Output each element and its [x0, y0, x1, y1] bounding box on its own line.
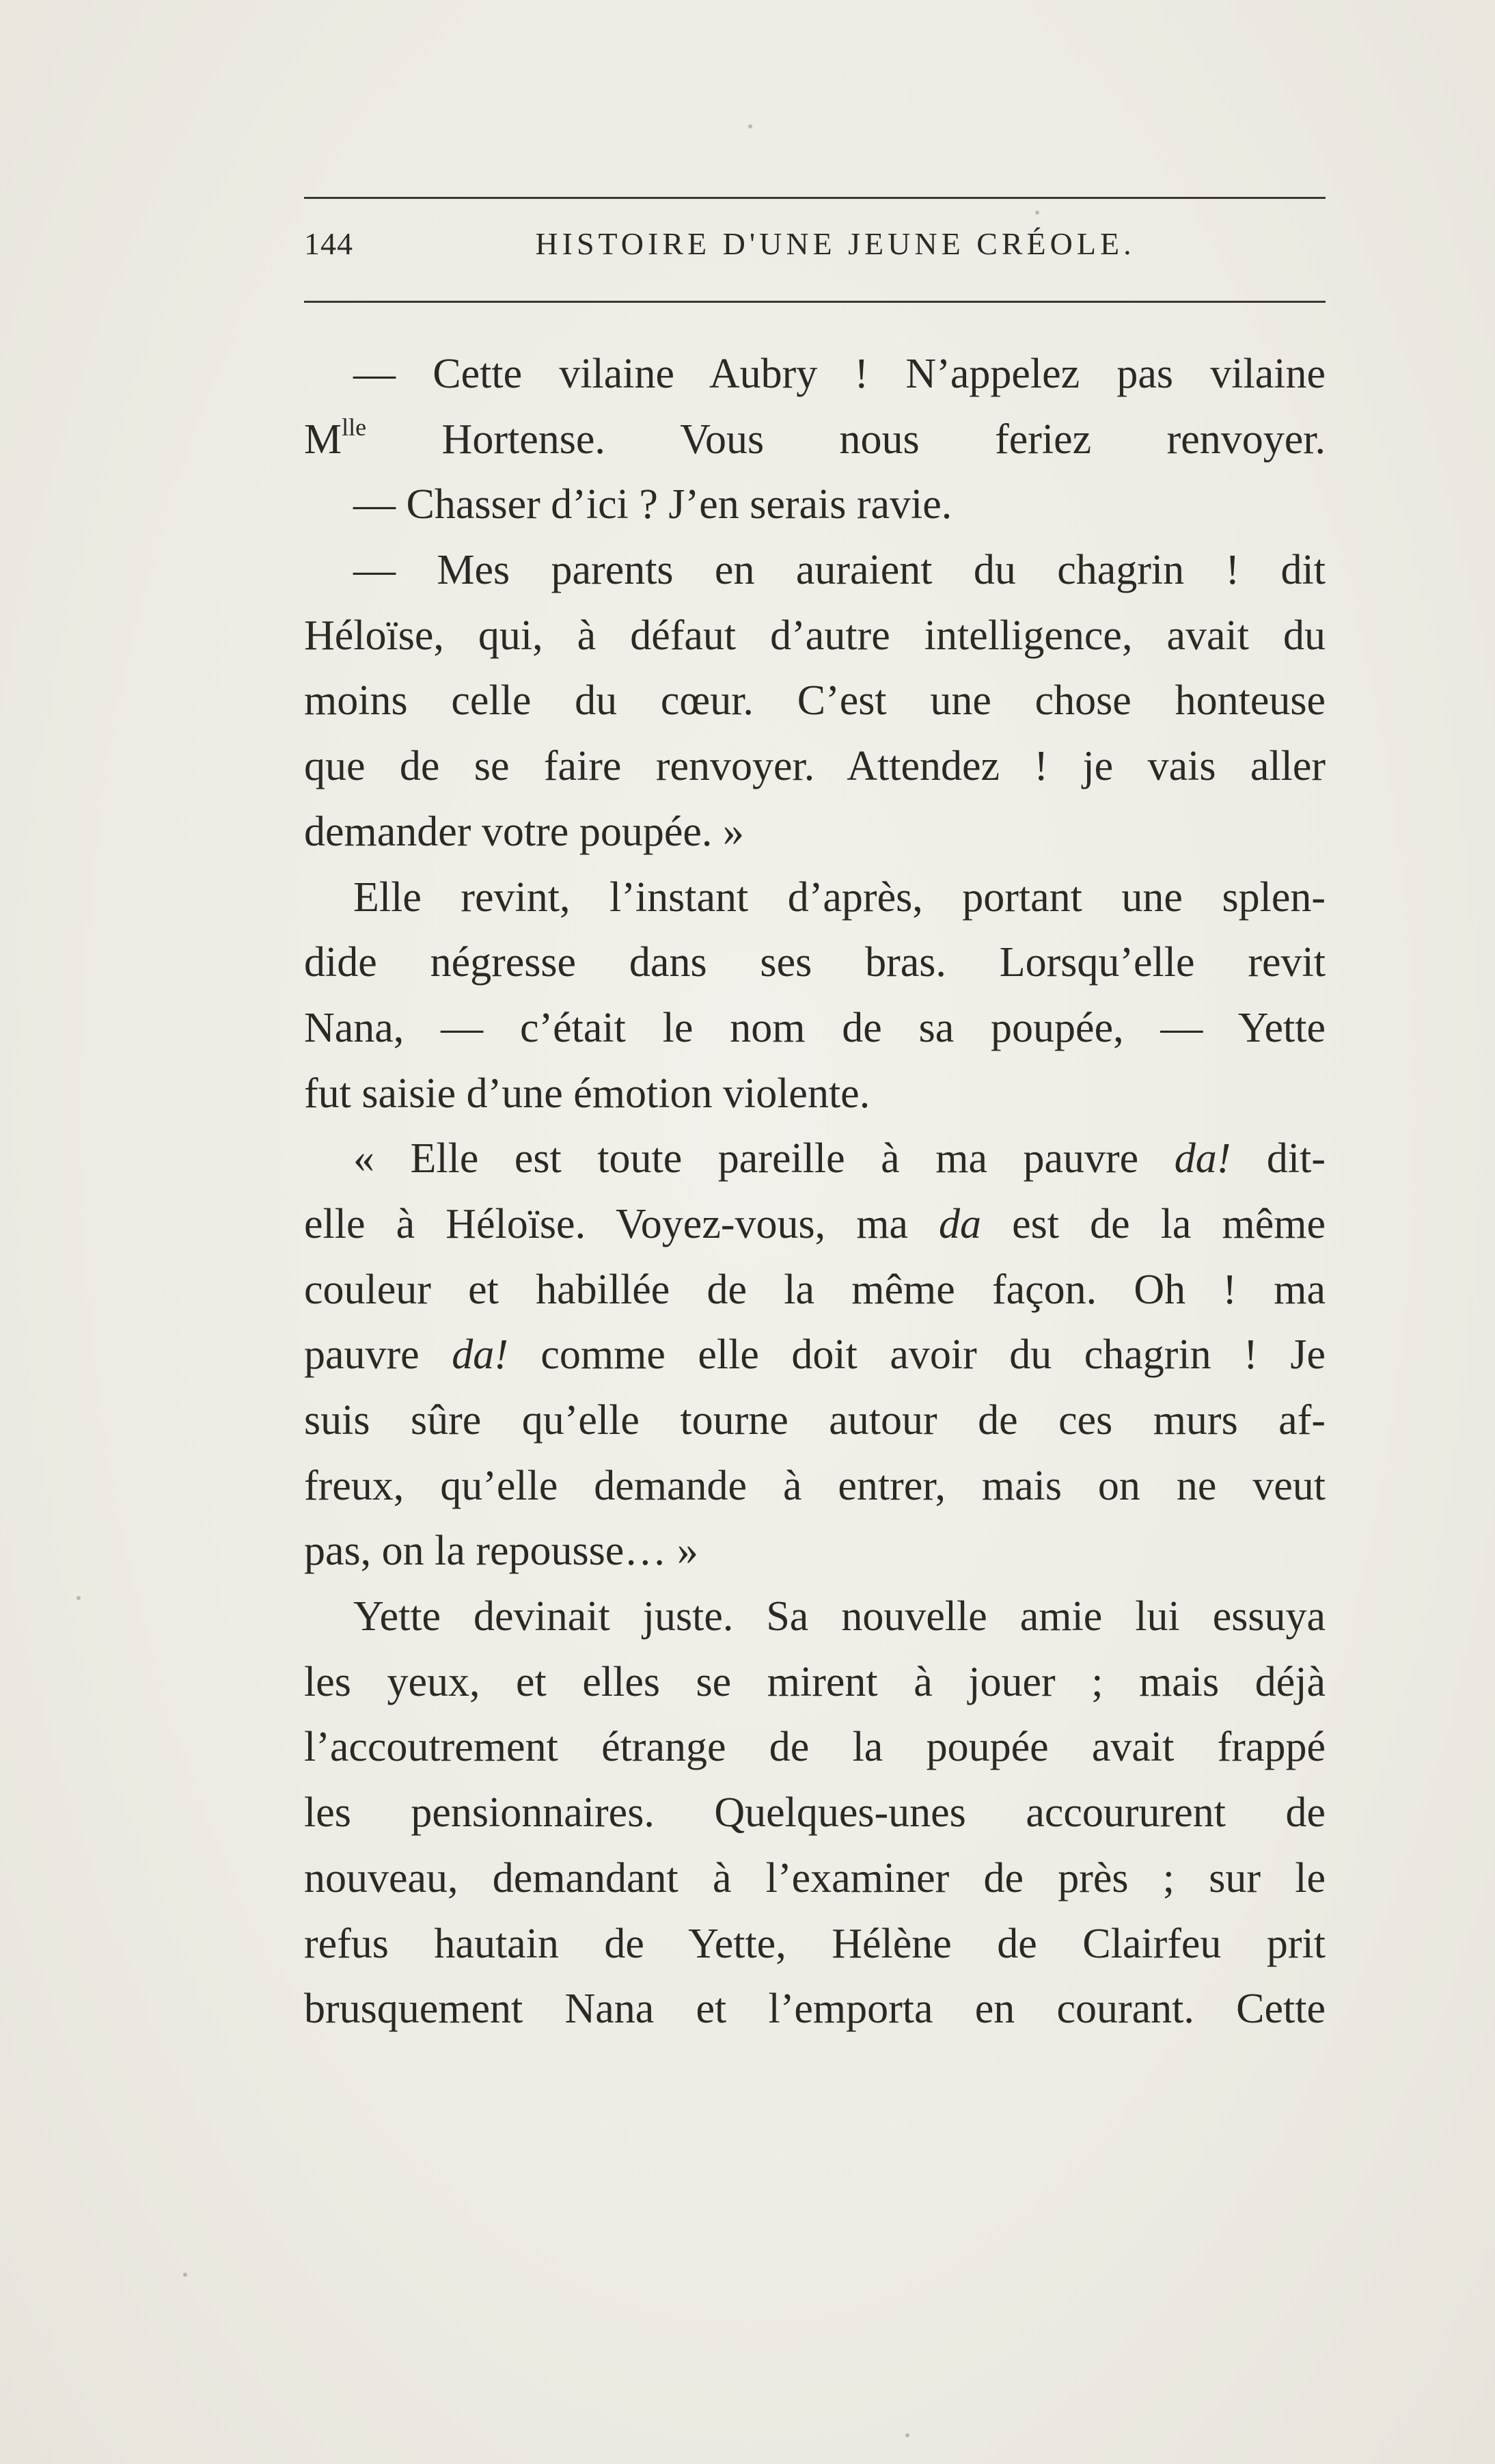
line-text: elle à Héloïse. Voyez-vous, ma [304, 1200, 939, 1247]
line-text: dit- [1231, 1135, 1326, 1182]
header-top-rule [304, 197, 1326, 199]
body-text [304, 342, 1326, 2042]
header-bottom-rule [304, 301, 1326, 303]
text-line: pas, on la repousse… » [304, 1528, 698, 1575]
text-line: brusquement Nana et l’emporta en courant. Cette [304, 1986, 1326, 2033]
text-line: fut saisie d’une émotion violente. [304, 1070, 870, 1117]
abbreviation-superscript: lle [342, 413, 367, 441]
text-line: — Chasser d’ici ? J’en serais ravie. [353, 481, 952, 528]
text-line: demander votre poupée. » [304, 808, 744, 855]
line-text: pauvre [304, 1331, 452, 1379]
paper-speck [1035, 211, 1039, 215]
text-line [304, 1126, 1326, 1192]
italic-word: da [939, 1200, 982, 1247]
paper-speck [905, 2433, 909, 2437]
text-line: l’accoutrement étrange de la poupée avait frappé [304, 1724, 1326, 1771]
abbreviation-base: M [304, 416, 342, 463]
text-line [304, 1192, 1326, 1258]
text-line: suis sûre qu’elle tourne autour de ces murs af- [304, 1397, 1326, 1444]
text-line: dide négresse dans ses bras. Lorsqu’elle revit [304, 939, 1326, 986]
paper-speck [183, 2273, 187, 2277]
italic-word: da! [1174, 1135, 1231, 1182]
paper-speck [748, 124, 752, 128]
text-line: Yette devinait juste. Sa nouvelle amie lui essuya [353, 1593, 1326, 1640]
paper-speck [77, 1596, 81, 1600]
text-line: Héloïse, qui, à défaut d’autre intelligence, avait du [304, 612, 1326, 659]
text-line [304, 407, 1326, 473]
text-line: nouveau, demandant à l’examiner de près ; sur le [304, 1854, 1326, 1901]
text-line: refus hautain de Yette, Hélène de Clairfeu prit [304, 1920, 1326, 1967]
line-text: comme elle doit avoir du chagrin ! Je [508, 1331, 1326, 1379]
text-line: Nana, — c’était le nom de sa poupée, — Yette [304, 1004, 1326, 1051]
text-line: moins celle du cœur. C’est une chose honteuse [304, 677, 1326, 725]
text-line: que de se faire renvoyer. Attendez ! je vais aller [304, 743, 1326, 790]
page-number: 144 [304, 226, 353, 261]
text-line: couleur et habillée de la même façon. Oh ! ma [304, 1266, 1326, 1313]
line-text: Hortense. Vous nous feriez renvoyer. [366, 416, 1326, 463]
line-text: « Elle est toute pareille à ma pauvre [353, 1135, 1175, 1182]
text-line [304, 1323, 1326, 1388]
text-line: les pensionnaires. Quelques-unes accoururent de [304, 1789, 1326, 1837]
running-title: HISTOIRE D'UNE JEUNE CRÉOLE. [535, 226, 1136, 261]
italic-word: da! [452, 1331, 508, 1379]
text-line: freux, qu’elle demande à entrer, mais on ne veut [304, 1462, 1326, 1509]
text-line: — Mes parents en auraient du chagrin ! dit [353, 547, 1326, 594]
line-text: est de la même [981, 1200, 1326, 1247]
text-line: — Cette vilaine Aubry ! N’appelez pas vilaine [353, 351, 1326, 397]
text-line: Elle revint, l’instant d’après, portant une splen- [353, 874, 1326, 921]
text-line: les yeux, et elles se mirent à jouer ; mais déjà [304, 1658, 1326, 1705]
page-header [304, 226, 1326, 277]
